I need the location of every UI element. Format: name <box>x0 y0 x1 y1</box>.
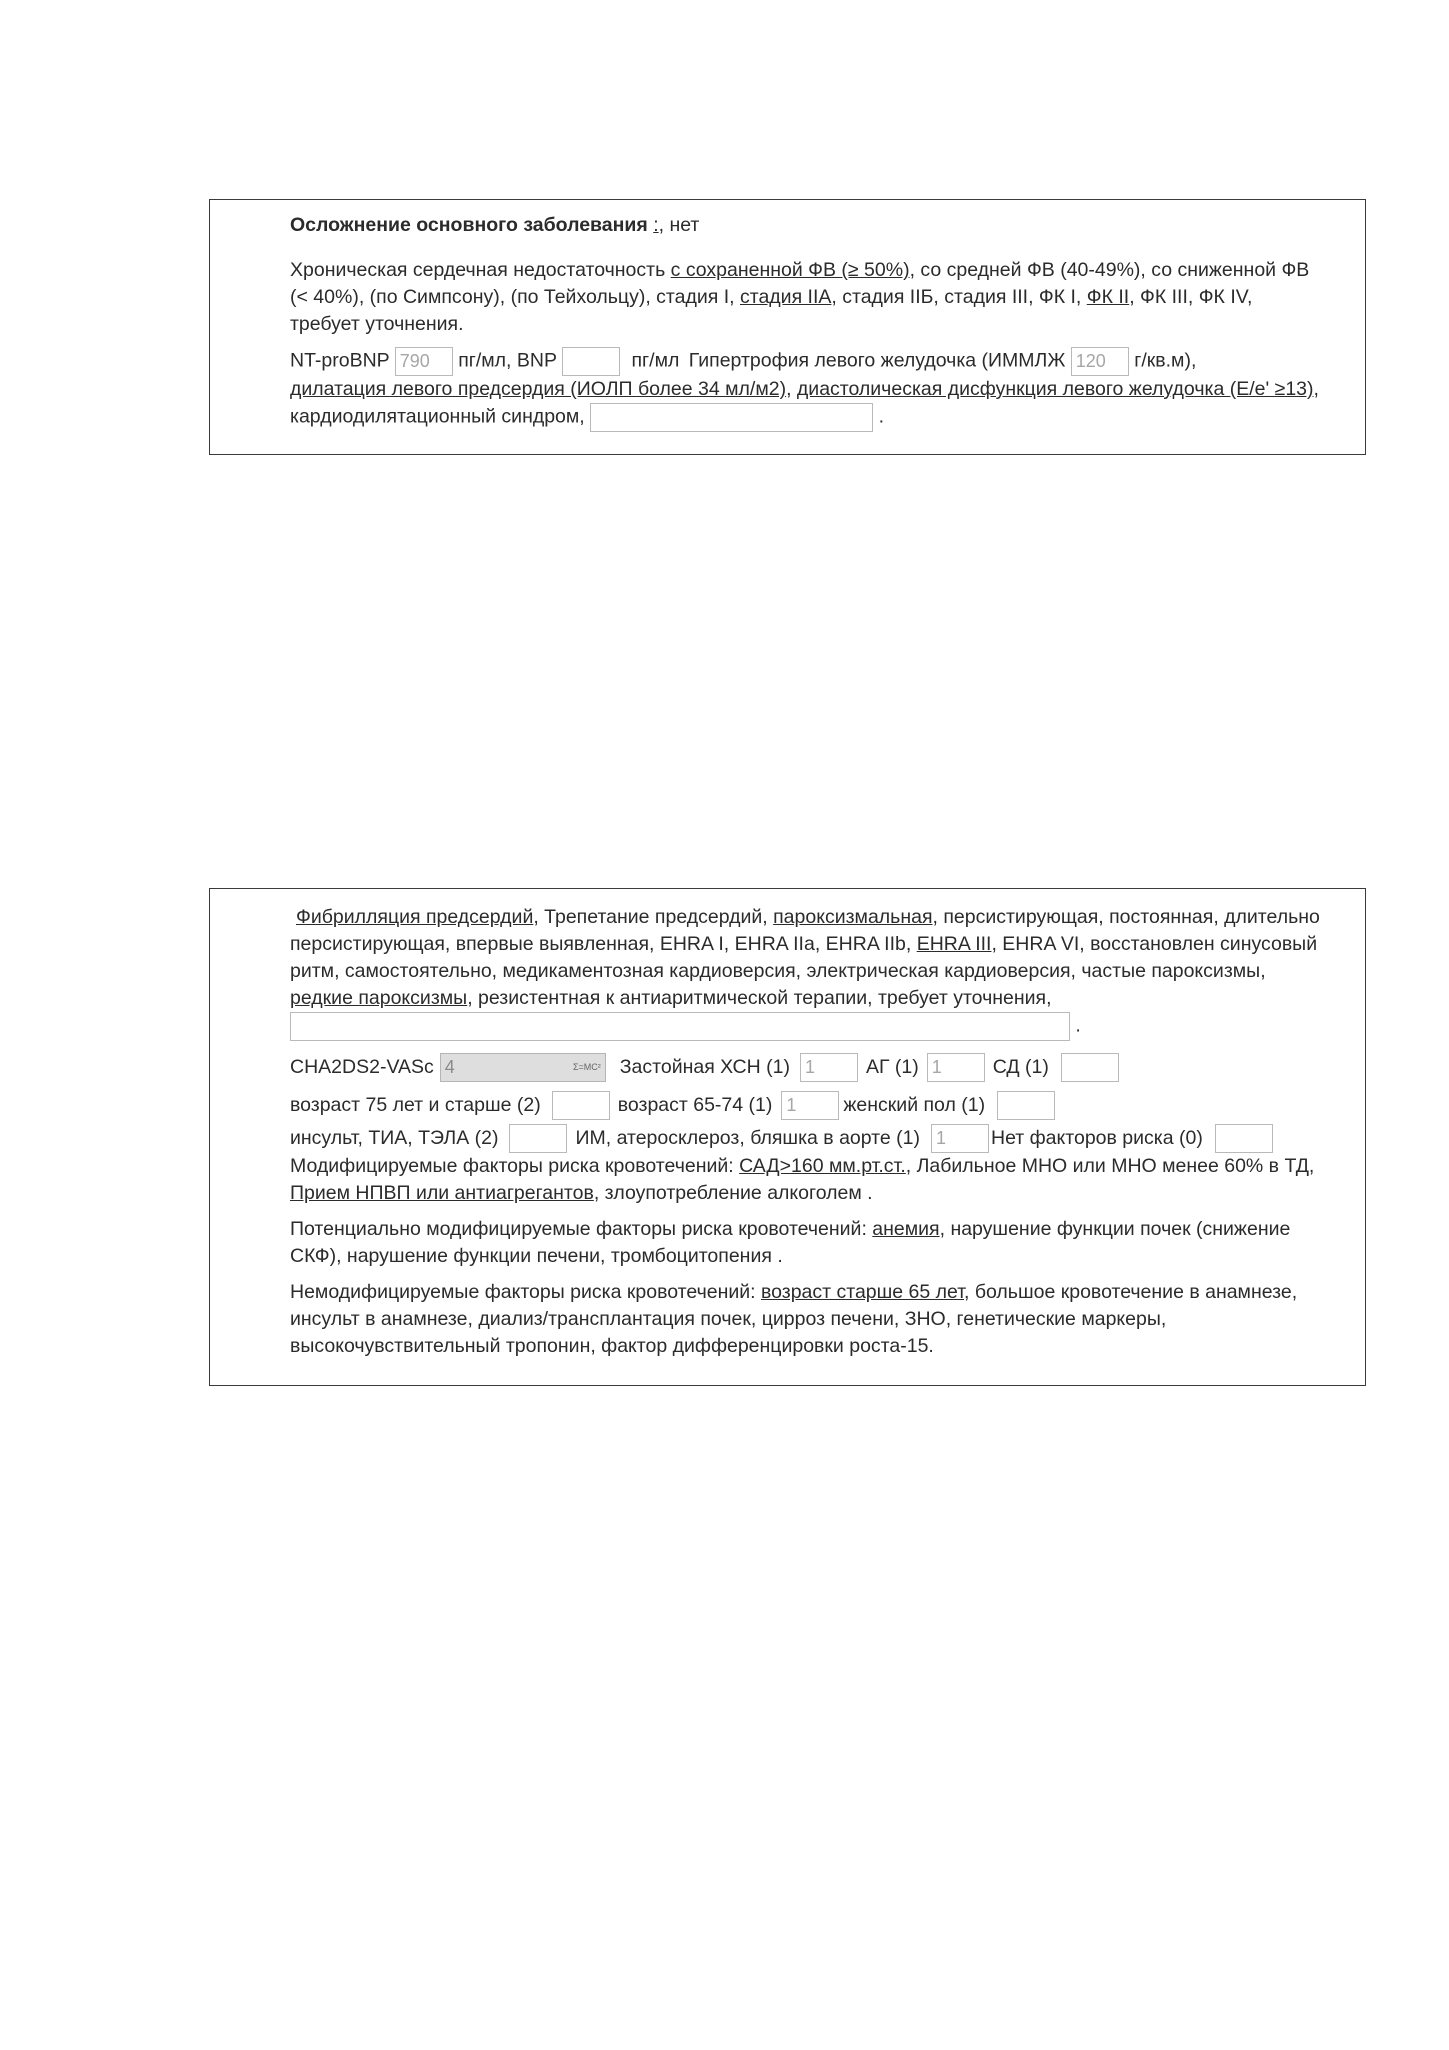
age75-label: возраст 75 лет и старше (2) <box>290 1094 541 1116</box>
ag-input[interactable]: 1 <box>927 1053 985 1082</box>
age65-label: возраст 65-74 (1) <box>617 1094 773 1116</box>
potential-text: , нарушение функции почек (снижение СКФ), нарушение функции печени, тромбоцитопения . <box>290 1218 1291 1267</box>
af-clarify-input[interactable] <box>290 1012 1070 1041</box>
potential-bleeding-factors <box>290 1216 1325 1270</box>
nsaid-option[interactable]: Прием НПВП или антиагрегантов <box>290 1182 594 1204</box>
stroke-label: инсульт, ТИА, ТЭЛА (2) <box>290 1127 499 1149</box>
sd-label: СД (1) <box>992 1056 1049 1078</box>
chf-complication-panel <box>209 199 1366 455</box>
mi-label: ИМ, атеросклероз, бляшка в аорте (1) <box>575 1127 920 1149</box>
separator: , <box>786 378 797 400</box>
nonmodifiable-text: Немодифицируемые факторы риска кровотечений: <box>290 1281 761 1303</box>
period: . <box>878 405 884 428</box>
stage-iia-option[interactable]: стадия IIA <box>740 286 832 308</box>
nonmodifiable-text: , большое кровотечение в анамнезе, инсульт в анамнезе, диализ/трансплантация почек, цирроз печени, ЗНО, генетические маркеры, высокочувствительный тропонин, фактор дифференцировки роста-15. <box>290 1281 1298 1357</box>
potential-text: Потенциально модифицируемые факторы риска кровотечений: <box>290 1218 873 1240</box>
score-value: 4 <box>444 1057 455 1077</box>
anemia-option[interactable]: анемия <box>872 1218 940 1240</box>
complication-link[interactable]: : <box>653 214 659 236</box>
af-text: , Трепетание предсердий, <box>533 906 774 928</box>
nonmodifiable-bleeding-factors <box>290 1279 1325 1360</box>
sbp-option[interactable]: САД>160 мм.рт.ст. <box>739 1155 906 1177</box>
chf-complication-content <box>290 212 1325 432</box>
complication-value: , нет <box>658 214 700 236</box>
age75-input[interactable] <box>552 1091 610 1120</box>
female-label: женский пол (1) <box>843 1094 986 1116</box>
lvh-input[interactable]: 120 <box>1071 347 1129 376</box>
af-text: , персистирующая, постоянная, длительно персистирующая, впервые выявленная, EHRA I, EHRA IIa, EHRA IIb, <box>290 906 1320 955</box>
bnp-unit: пг/мл <box>631 349 680 372</box>
af-option[interactable]: Фибрилляция предсердий <box>296 906 534 928</box>
af-text: , EHRA VI, восстановлен синусовый ритм, самостоятельно, медикаментозная кардиоверсия, электрическая кардиоверсия, частые пароксизмы, <box>290 933 1318 982</box>
ag-label: АГ (1) <box>865 1056 919 1078</box>
rare-paroxysms-option[interactable]: редкие пароксизмы <box>290 987 468 1009</box>
score-calc-icon[interactable]: Σ=МС² <box>572 1062 601 1072</box>
la-line <box>290 376 1325 432</box>
chf-risk-input[interactable]: 1 <box>800 1053 858 1082</box>
lvh-unit: г/кв.м), <box>1134 349 1197 372</box>
chf-text: Хроническая сердечная недостаточность <box>290 259 671 281</box>
chf-paragraph <box>290 257 1325 338</box>
sd-input[interactable] <box>1061 1053 1119 1082</box>
cha2ds2-row-3 <box>290 1124 1325 1153</box>
cha2ds2-row-1 <box>290 1053 1325 1082</box>
paroxysmal-option[interactable]: пароксизмальная <box>773 906 933 928</box>
cha2ds2-row-2 <box>290 1091 1325 1120</box>
modifiable-bleeding-factors <box>290 1153 1325 1207</box>
nt-probnp-input[interactable]: 790 <box>395 347 453 376</box>
chf-text: , со средней ФВ (40-49%), со сниженной ФВ (< 40%), (по Симпсону), (по Тейхольцу), стадия I, <box>290 259 1310 308</box>
chf-text: , стадия IIБ, стадия III, ФК I, <box>831 286 1087 308</box>
la-dilatation-option[interactable]: дилатация левого предсердия (ИОЛП более 34 мл/м2) <box>290 378 787 400</box>
cha2ds2-vasc-score <box>440 1053 606 1082</box>
chf-risk-label: Застойная ХСН (1) <box>619 1056 790 1078</box>
stroke-input[interactable] <box>509 1124 567 1153</box>
ehra-iii-option[interactable]: EHRA III <box>916 933 992 955</box>
complication-title: Осложнение основного заболевания <box>290 214 648 236</box>
complication-line <box>290 212 1325 239</box>
modifiable-text: , Лабильное МНО или МНО менее 60% в ТД, <box>905 1155 1315 1177</box>
no-risk-input[interactable] <box>1215 1124 1273 1153</box>
biomarker-line <box>290 347 1325 376</box>
bnp-input[interactable] <box>562 347 620 376</box>
nt-probnp-label: NT-proBNP <box>290 349 390 372</box>
nt-probnp-unit: пг/мл, BNP <box>458 349 557 372</box>
period: . <box>1075 1014 1081 1037</box>
no-risk-label: Нет факторов риска (0) <box>991 1127 1203 1149</box>
af-paragraph <box>290 904 1325 1041</box>
lvh-label: Гипертрофия левого желудочка (ИММЛЖ <box>688 349 1066 372</box>
preserved-ef-option[interactable]: с сохраненной ФВ (≥ 50%) <box>670 259 910 281</box>
cardio-syndrome-label: , кардиодилятационный синдром, <box>290 378 1319 428</box>
af-text: , резистентная к антиаритмической терапии, требует уточнения, <box>467 987 1052 1009</box>
diastolic-dysfunction-option[interactable]: диастолическая дисфункция левого желудочка (Е/е' ≥13) <box>796 378 1314 400</box>
af-panel <box>209 888 1366 1386</box>
female-input[interactable] <box>997 1091 1055 1120</box>
cha2ds2-vasc-label: CHA2DS2-VASc <box>290 1056 434 1078</box>
modifiable-text: Модифицируемые факторы риска кровотечений: <box>290 1155 740 1177</box>
age65-input[interactable]: 1 <box>781 1091 839 1120</box>
fk-ii-option[interactable]: ФК II <box>1086 286 1130 308</box>
mi-input[interactable]: 1 <box>931 1124 989 1153</box>
chf-text: , ФК III, ФК IV, требует уточнения. <box>290 286 1253 335</box>
cardio-syndrome-input[interactable] <box>590 403 873 432</box>
modifiable-text: , злоупотребление алкоголем . <box>593 1182 873 1204</box>
age-over-65-option[interactable]: возраст старше 65 лет <box>760 1281 964 1303</box>
af-content <box>290 904 1325 1360</box>
